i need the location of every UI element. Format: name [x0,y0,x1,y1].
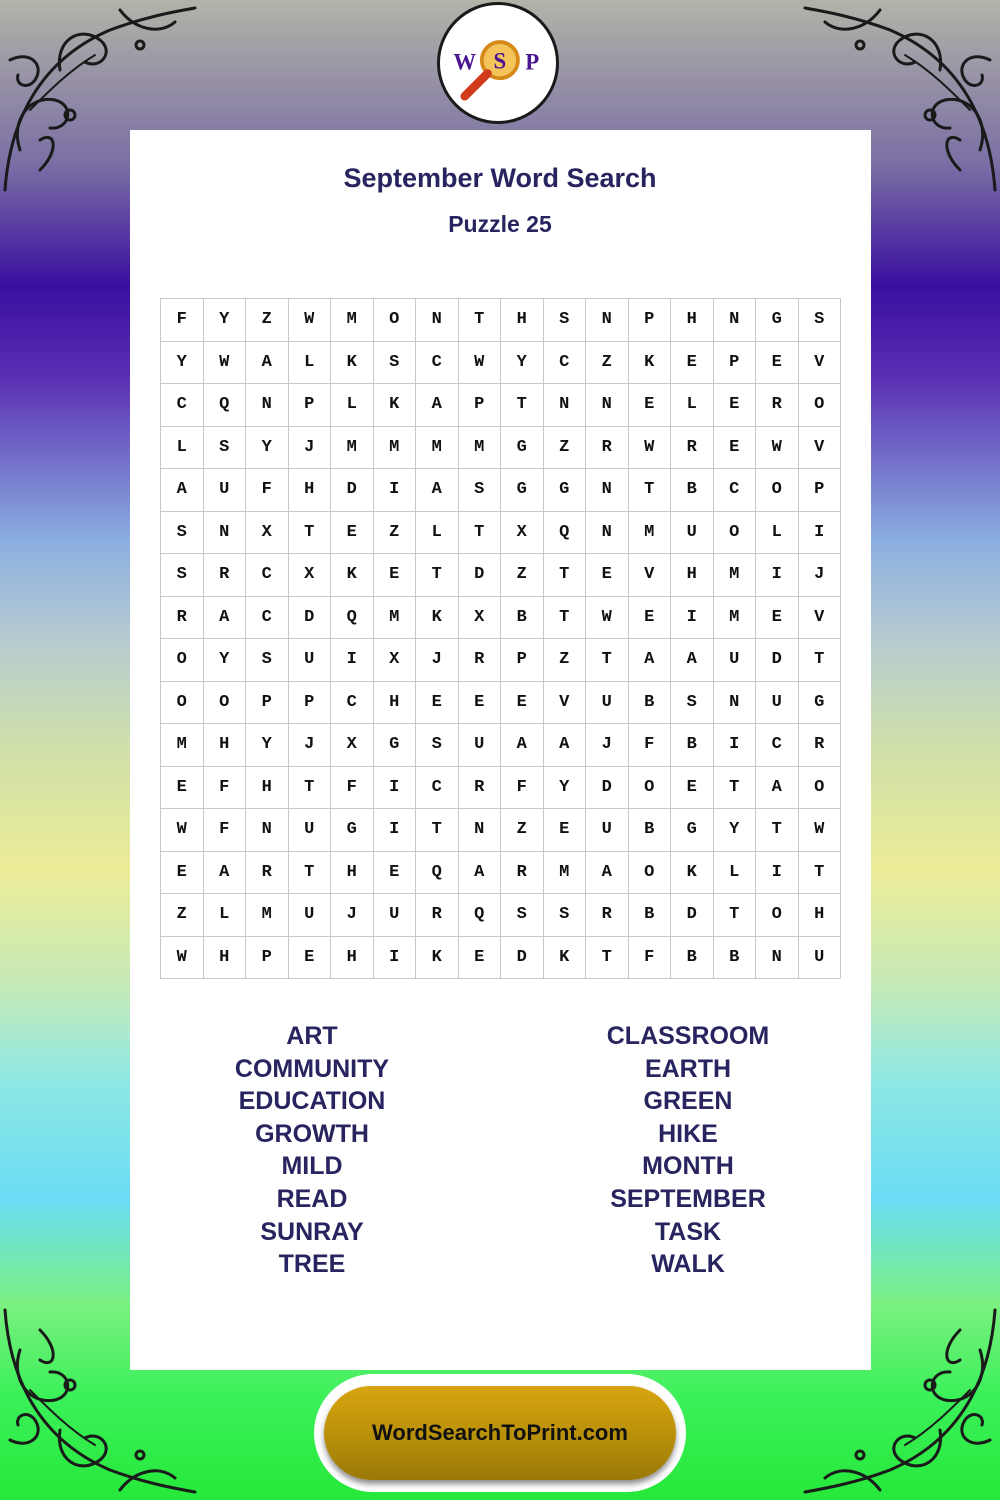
grid-cell: R [459,767,502,810]
grid-cell: N [586,384,629,427]
grid-cell: P [459,384,502,427]
grid-cell: O [374,299,417,342]
word-list-item: READ [276,1184,348,1213]
grid-cell: U [799,937,842,980]
grid-cell: L [289,342,332,385]
grid-cell: E [459,937,502,980]
grid-cell: E [289,937,332,980]
grid-cell: T [459,299,502,342]
grid-cell: Z [544,639,587,682]
grid-cell: I [756,852,799,895]
grid-cell: L [756,512,799,555]
grid-cell: T [501,384,544,427]
grid-cell: K [416,597,459,640]
grid-cell: E [374,554,417,597]
grid-cell: S [416,724,459,767]
word-list-right [528,1020,848,1281]
grid-cell: R [671,427,714,470]
word-list-item: SEPTEMBER [610,1184,766,1213]
grid-cell: I [714,724,757,767]
grid-cell: M [246,894,289,937]
grid-cell: I [374,937,417,980]
grid-cell: U [586,809,629,852]
grid-cell: A [246,342,289,385]
grid-cell: Q [204,384,247,427]
grid-cell: R [586,894,629,937]
grid-cell: A [629,639,672,682]
grid-cell: S [544,299,587,342]
grid-cell: S [799,299,842,342]
grid-cell: H [204,724,247,767]
grid-cell: L [714,852,757,895]
grid-cell: B [629,682,672,725]
grid-cell: Y [544,767,587,810]
grid-cell: F [246,469,289,512]
grid-cell: C [246,554,289,597]
grid-cell: G [544,469,587,512]
grid-cell: G [671,809,714,852]
grid-cell: C [331,682,374,725]
grid-cell: O [799,384,842,427]
grid-cell: O [756,469,799,512]
grid-cell: F [629,937,672,980]
grid-cell: W [161,809,204,852]
grid-cell: N [586,469,629,512]
grid-cell: D [459,554,502,597]
grid-cell: E [586,554,629,597]
grid-cell: K [331,342,374,385]
puzzle-subtitle: Puzzle 25 [448,211,552,237]
grid-cell: T [544,554,587,597]
grid-cell: T [714,767,757,810]
grid-cell: Y [501,342,544,385]
grid-cell: R [501,852,544,895]
grid-cell: U [289,894,332,937]
grid-cell: G [374,724,417,767]
grid-cell: B [629,894,672,937]
grid-cell: Z [501,554,544,597]
grid-cell: M [714,597,757,640]
grid-cell: J [289,724,332,767]
grid-cell: C [416,767,459,810]
word-list-item: HIKE [658,1119,718,1148]
grid-cell: V [799,342,842,385]
grid-cell: Q [459,894,502,937]
grid-cell: U [289,809,332,852]
grid-cell: K [416,937,459,980]
grid-cell: W [629,427,672,470]
grid-cell: N [714,682,757,725]
grid-cell: M [416,427,459,470]
grid-cell: M [331,299,374,342]
grid-cell: M [161,724,204,767]
grid-cell: A [586,852,629,895]
grid-cell: E [671,342,714,385]
grid-cell: W [204,342,247,385]
grid-cell: B [629,809,672,852]
grid-cell: Z [246,299,289,342]
grid-cell: T [586,639,629,682]
grid-cell: H [374,682,417,725]
grid-cell: T [416,809,459,852]
grid-cell: M [459,427,502,470]
grid-cell: P [246,937,289,980]
word-list-left [152,1020,472,1281]
word-list-item: COMMUNITY [234,1054,390,1083]
grid-cell: R [756,384,799,427]
grid-cell: Y [714,809,757,852]
grid-cell: S [161,512,204,555]
grid-cell: R [799,724,842,767]
grid-cell: C [544,342,587,385]
grid-cell: F [501,767,544,810]
grid-cell: I [756,554,799,597]
grid-cell: X [459,597,502,640]
grid-cell: Z [501,809,544,852]
grid-cell: E [544,809,587,852]
grid-cell: Z [586,342,629,385]
grid-cell: P [246,682,289,725]
grid-cell: Q [331,597,374,640]
grid-cell: L [331,384,374,427]
grid-cell: R [586,427,629,470]
grid-cell: D [501,937,544,980]
grid-cell: E [714,384,757,427]
grid-cell: T [756,809,799,852]
grid-cell: E [416,682,459,725]
grid-cell: Y [204,639,247,682]
grid-cell: E [756,342,799,385]
site-link-button[interactable]: WordSearchToPrint.com [324,1386,676,1480]
grid-cell: E [501,682,544,725]
grid-cell: E [374,852,417,895]
puzzle-title: September Word Search [343,163,657,193]
grid-cell: E [756,597,799,640]
grid-cell: J [799,554,842,597]
grid-cell: E [629,384,672,427]
grid-cell: H [671,299,714,342]
grid-cell: S [374,342,417,385]
grid-cell: C [756,724,799,767]
grid-cell: K [331,554,374,597]
grid-cell: Y [246,427,289,470]
grid-cell: D [586,767,629,810]
grid-cell: F [204,809,247,852]
word-list-item: CLASSROOM [606,1022,770,1050]
grid-cell: K [544,937,587,980]
grid-cell: U [756,682,799,725]
grid-cell: A [204,597,247,640]
grid-cell: D [289,597,332,640]
grid-cell: N [714,299,757,342]
grid-cell: T [289,852,332,895]
grid-cell: N [416,299,459,342]
word-list-item: GREEN [643,1087,733,1116]
grid-cell: N [246,809,289,852]
grid-cell: O [161,682,204,725]
grid-cell: Y [246,724,289,767]
grid-cell: S [246,639,289,682]
grid-cell: U [374,894,417,937]
grid-cell: A [416,469,459,512]
grid-cell: C [161,384,204,427]
grid-cell: D [671,894,714,937]
grid-cell: Z [161,894,204,937]
grid-cell: M [629,512,672,555]
grid-cell: E [459,682,502,725]
grid-cell: T [416,554,459,597]
grid-cell: L [161,427,204,470]
grid-cell: K [374,384,417,427]
grid-cell: F [629,724,672,767]
grid-cell: H [331,852,374,895]
grid-cell: S [161,554,204,597]
grid-cell: E [331,512,374,555]
grid-cell: G [331,809,374,852]
grid-cell: N [586,512,629,555]
grid-cell: P [799,469,842,512]
grid-cell: X [289,554,332,597]
grid-cell: L [671,384,714,427]
grid-cell: W [799,809,842,852]
grid-cell: F [204,767,247,810]
word-list-item: TASK [654,1217,722,1246]
grid-cell: M [714,554,757,597]
grid-cell: E [161,767,204,810]
grid-cell: H [289,469,332,512]
grid-cell: H [246,767,289,810]
grid-cell: N [586,299,629,342]
grid-cell: Z [374,512,417,555]
logo-letter-w: W [453,49,477,75]
grid-cell: M [374,597,417,640]
grid-cell: W [586,597,629,640]
letter-grid [160,298,841,979]
word-list-item: ART [286,1022,338,1050]
grid-cell: T [289,512,332,555]
grid-cell: H [501,299,544,342]
grid-cell: T [714,894,757,937]
grid-cell: S [459,469,502,512]
grid-cell: I [374,809,417,852]
grid-cell: A [671,639,714,682]
grid-cell: A [416,384,459,427]
grid-cell: O [714,512,757,555]
grid-cell: U [671,512,714,555]
wsp-logo [437,2,559,124]
grid-cell: L [204,894,247,937]
grid-cell: I [799,512,842,555]
grid-cell: W [756,427,799,470]
grid-cell: A [544,724,587,767]
grid-cell: T [799,639,842,682]
grid-cell: T [799,852,842,895]
logo-letter-p: P [525,49,540,75]
grid-cell: B [671,724,714,767]
grid-cell: O [799,767,842,810]
grid-cell: A [204,852,247,895]
grid-cell: I [671,597,714,640]
grid-cell: O [629,767,672,810]
grid-cell: M [331,427,374,470]
grid-cell: I [374,469,417,512]
grid-cell: S [671,682,714,725]
grid-cell: V [629,554,672,597]
grid-cell: E [161,852,204,895]
grid-cell: S [204,427,247,470]
grid-cell: O [204,682,247,725]
grid-cell: A [756,767,799,810]
grid-cell: J [331,894,374,937]
grid-cell: D [756,639,799,682]
word-list-item: WALK [651,1250,725,1279]
grid-cell: P [714,342,757,385]
grid-cell: N [204,512,247,555]
grid-cell: E [671,767,714,810]
grid-cell: B [671,937,714,980]
grid-cell: P [289,384,332,427]
grid-cell: P [501,639,544,682]
grid-cell: A [459,852,502,895]
grid-cell: A [161,469,204,512]
grid-cell: U [714,639,757,682]
grid-cell: T [544,597,587,640]
grid-cell: H [799,894,842,937]
grid-cell: F [331,767,374,810]
grid-cell: U [459,724,502,767]
grid-cell: V [799,427,842,470]
grid-cell: E [629,597,672,640]
word-list-item: TREE [278,1250,346,1279]
grid-cell: K [629,342,672,385]
grid-cell: J [289,427,332,470]
grid-cell: U [289,639,332,682]
grid-cell: C [714,469,757,512]
grid-cell: U [204,469,247,512]
grid-cell: H [204,937,247,980]
grid-cell: P [289,682,332,725]
word-list-item: SUNRAY [260,1217,364,1246]
grid-cell: Y [204,299,247,342]
grid-cell: H [331,937,374,980]
word-list-item: MILD [281,1152,343,1181]
grid-cell: Y [161,342,204,385]
grid-cell: M [544,852,587,895]
grid-cell: B [714,937,757,980]
grid-cell: K [671,852,714,895]
grid-cell: S [501,894,544,937]
grid-cell: G [501,469,544,512]
grid-cell: W [161,937,204,980]
grid-cell: T [629,469,672,512]
grid-cell: R [161,597,204,640]
grid-cell: G [756,299,799,342]
grid-cell: O [161,639,204,682]
grid-cell: R [204,554,247,597]
grid-cell: F [161,299,204,342]
grid-cell: T [459,512,502,555]
grid-cell: T [289,767,332,810]
grid-cell: G [799,682,842,725]
grid-cell: S [544,894,587,937]
grid-cell: J [416,639,459,682]
grid-cell: I [331,639,374,682]
grid-cell: O [756,894,799,937]
grid-cell: N [246,384,289,427]
word-list-item: EDUCATION [238,1087,386,1116]
word-list-item: EARTH [644,1054,732,1083]
grid-cell: C [246,597,289,640]
grid-cell: X [501,512,544,555]
grid-cell: X [374,639,417,682]
grid-cell: X [246,512,289,555]
grid-cell: N [756,937,799,980]
grid-cell: Z [544,427,587,470]
grid-cell: B [671,469,714,512]
grid-cell: A [501,724,544,767]
word-list-item: MONTH [642,1152,734,1181]
grid-cell: R [459,639,502,682]
grid-cell: U [586,682,629,725]
grid-cell: M [374,427,417,470]
grid-cell: P [629,299,672,342]
grid-cell: N [544,384,587,427]
grid-cell: D [331,469,374,512]
grid-cell: O [629,852,672,895]
grid-cell: E [714,427,757,470]
grid-cell: X [331,724,374,767]
grid-cell: R [416,894,459,937]
grid-cell: L [416,512,459,555]
grid-cell: J [586,724,629,767]
grid-cell: V [799,597,842,640]
grid-cell: I [374,767,417,810]
grid-cell: V [544,682,587,725]
grid-cell: N [459,809,502,852]
grid-cell: Q [416,852,459,895]
grid-cell: C [416,342,459,385]
grid-cell: W [459,342,502,385]
grid-cell: H [671,554,714,597]
grid-cell: R [246,852,289,895]
grid-cell: T [586,937,629,980]
grid-cell: G [501,427,544,470]
logo-letter-s: S [493,48,507,74]
word-list-item: GROWTH [255,1119,369,1148]
grid-cell: Q [544,512,587,555]
grid-cell: W [289,299,332,342]
grid-cell: B [501,597,544,640]
